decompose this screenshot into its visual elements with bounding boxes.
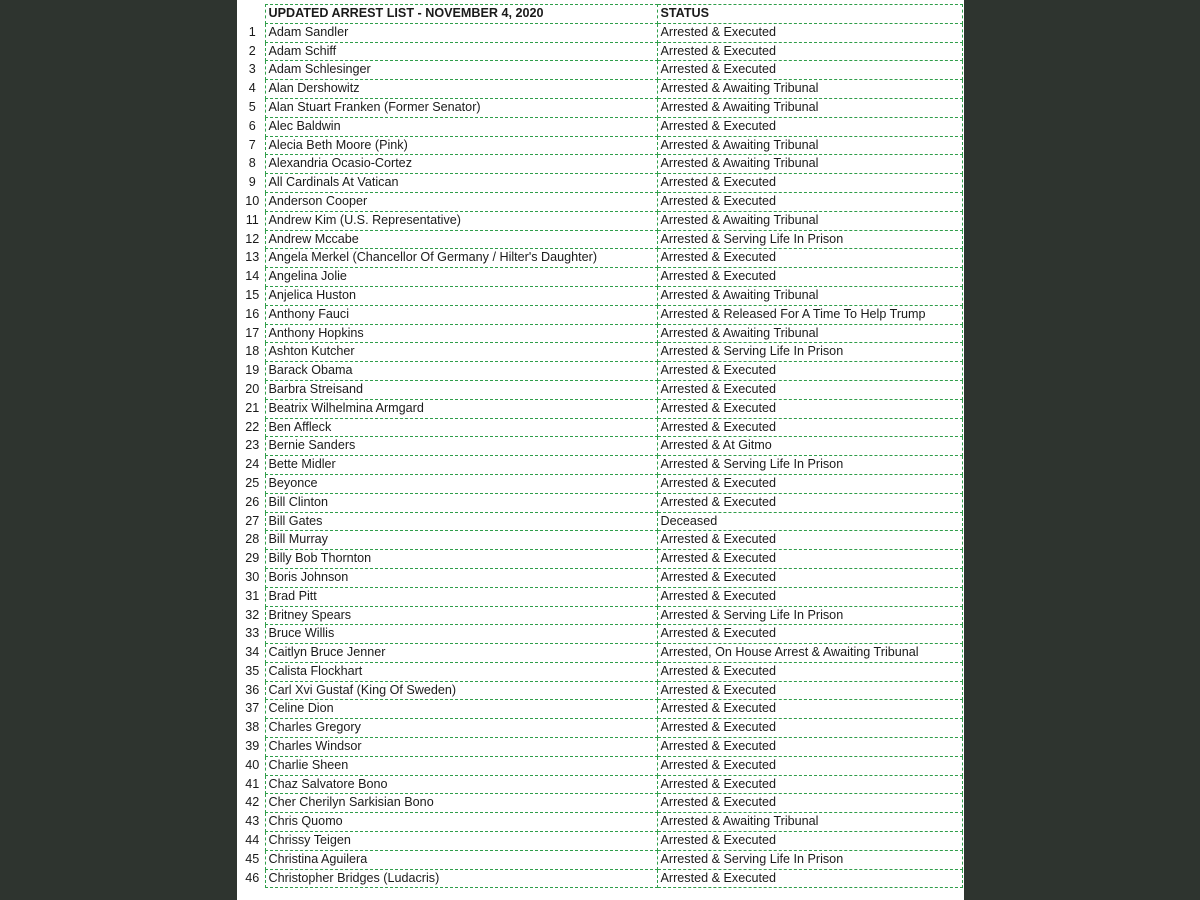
- status-cell: Arrested & At Gitmo: [657, 437, 962, 456]
- row-number: 38: [245, 720, 260, 735]
- table-row: [237, 305, 962, 324]
- row-number: 42: [245, 795, 260, 810]
- status-cell: Arrested & Executed: [657, 738, 962, 757]
- name-cell: Anthony Hopkins: [265, 324, 657, 343]
- row-number: 15: [245, 287, 260, 302]
- status-cell: Arrested, On House Arrest & Awaiting Tribunal: [657, 644, 962, 663]
- status-cell: Arrested & Executed: [657, 719, 962, 738]
- name-cell: Celine Dion: [265, 700, 657, 719]
- status-cell: Deceased: [657, 512, 962, 531]
- table-row: [237, 662, 962, 681]
- row-number: 30: [245, 569, 260, 584]
- header-row: [237, 5, 962, 24]
- row-number: 26: [245, 494, 260, 509]
- name-cell: Bill Murray: [265, 531, 657, 550]
- status-cell: Arrested & Awaiting Tribunal: [657, 813, 962, 832]
- name-cell: Beatrix Wilhelmina Armgard: [265, 399, 657, 418]
- arrest-list-table: [237, 4, 963, 888]
- table-body: [237, 5, 962, 888]
- table-row: [237, 813, 962, 832]
- table-row: [237, 681, 962, 700]
- row-number: 18: [245, 344, 260, 359]
- table-row: [237, 550, 962, 569]
- table-row: [237, 756, 962, 775]
- name-cell: Charlie Sheen: [265, 756, 657, 775]
- table-row: [237, 80, 962, 99]
- status-cell: Arrested & Executed: [657, 681, 962, 700]
- name-cell: Andrew Mccabe: [265, 230, 657, 249]
- table-row: [237, 155, 962, 174]
- table-row: [237, 700, 962, 719]
- status-cell: Arrested & Executed: [657, 192, 962, 211]
- status-cell: Arrested & Awaiting Tribunal: [657, 98, 962, 117]
- status-cell: Arrested & Executed: [657, 362, 962, 381]
- table-row: [237, 192, 962, 211]
- status-cell: Arrested & Executed: [657, 493, 962, 512]
- table-row: [237, 512, 962, 531]
- name-cell: Anjelica Huston: [265, 286, 657, 305]
- row-number: 36: [245, 682, 260, 697]
- status-cell: Arrested & Awaiting Tribunal: [657, 286, 962, 305]
- name-cell: Angela Merkel (Chancellor Of Germany / Hilter's Daughter): [265, 249, 657, 268]
- table-row: [237, 117, 962, 136]
- name-cell: Charles Windsor: [265, 738, 657, 757]
- status-cell: Arrested & Awaiting Tribunal: [657, 136, 962, 155]
- status-cell: Arrested & Executed: [657, 756, 962, 775]
- name-cell: All Cardinals At Vatican: [265, 174, 657, 193]
- name-cell: Boris Johnson: [265, 568, 657, 587]
- row-number: 46: [245, 870, 260, 885]
- status-cell: Arrested & Awaiting Tribunal: [657, 211, 962, 230]
- name-cell: Andrew Kim (U.S. Representative): [265, 211, 657, 230]
- table-row: [237, 531, 962, 550]
- table-row: [237, 174, 962, 193]
- table-row: [237, 437, 962, 456]
- status-cell: Arrested & Serving Life In Prison: [657, 850, 962, 869]
- name-cell: Christina Aguilera: [265, 850, 657, 869]
- table-row: [237, 474, 962, 493]
- name-cell: Christopher Bridges (Ludacris): [265, 869, 657, 888]
- name-cell: Calista Flockhart: [265, 662, 657, 681]
- row-number: 10: [245, 193, 260, 208]
- status-cell: Arrested & Serving Life In Prison: [657, 456, 962, 475]
- row-number: 40: [245, 757, 260, 772]
- row-number: 19: [245, 363, 260, 378]
- status-cell: Arrested & Executed: [657, 794, 962, 813]
- name-cell: Ashton Kutcher: [265, 343, 657, 362]
- row-number: 39: [245, 739, 260, 754]
- table-row: [237, 249, 962, 268]
- status-cell: Arrested & Serving Life In Prison: [657, 343, 962, 362]
- table-row: [237, 738, 962, 757]
- name-cell: Billy Bob Thornton: [265, 550, 657, 569]
- name-cell: Bill Gates: [265, 512, 657, 531]
- status-cell: Arrested & Executed: [657, 550, 962, 569]
- row-number: 31: [245, 588, 260, 603]
- table-row: [237, 343, 962, 362]
- name-cell: Adam Schiff: [265, 42, 657, 61]
- table-row: [237, 23, 962, 42]
- row-number: 9: [248, 175, 256, 190]
- status-cell: Arrested & Executed: [657, 587, 962, 606]
- table-row: [237, 794, 962, 813]
- table-row: [237, 380, 962, 399]
- row-number: 23: [245, 438, 260, 453]
- status-cell: Arrested & Awaiting Tribunal: [657, 155, 962, 174]
- status-cell: Arrested & Executed: [657, 42, 962, 61]
- table-row: [237, 136, 962, 155]
- status-cell: Arrested & Released For A Time To Help Trump: [657, 305, 962, 324]
- table-row: [237, 587, 962, 606]
- table-row: [237, 418, 962, 437]
- row-number: 24: [245, 457, 260, 472]
- name-cell: Beyonce: [265, 474, 657, 493]
- row-number: 43: [245, 814, 260, 829]
- status-cell: Arrested & Executed: [657, 662, 962, 681]
- name-cell: Alan Dershowitz: [265, 80, 657, 99]
- row-number: 25: [245, 475, 260, 490]
- name-cell: Adam Sandler: [265, 23, 657, 42]
- status-cell: Arrested & Executed: [657, 832, 962, 851]
- row-number: 28: [245, 532, 260, 547]
- table-row: [237, 869, 962, 888]
- row-number: 44: [245, 833, 260, 848]
- table-row: [237, 493, 962, 512]
- name-cell: Brad Pitt: [265, 587, 657, 606]
- table-row: [237, 399, 962, 418]
- name-cell: Alec Baldwin: [265, 117, 657, 136]
- row-number: 14: [245, 269, 260, 284]
- table-row: [237, 719, 962, 738]
- table-row: [237, 625, 962, 644]
- status-cell: Arrested & Executed: [657, 531, 962, 550]
- name-cell: Alexandria Ocasio-Cortez: [265, 155, 657, 174]
- row-number: 27: [245, 513, 260, 528]
- row-number: 13: [245, 250, 260, 265]
- status-cell: Arrested & Executed: [657, 625, 962, 644]
- name-cell: Bill Clinton: [265, 493, 657, 512]
- name-cell: Ben Affleck: [265, 418, 657, 437]
- row-number: 21: [245, 400, 260, 415]
- name-cell: Barack Obama: [265, 362, 657, 381]
- status-cell: Arrested & Serving Life In Prison: [657, 230, 962, 249]
- name-cell: Charles Gregory: [265, 719, 657, 738]
- status-cell: Arrested & Awaiting Tribunal: [657, 80, 962, 99]
- name-cell: Anthony Fauci: [265, 305, 657, 324]
- table-row: [237, 211, 962, 230]
- table-row: [237, 98, 962, 117]
- name-cell: Carl Xvi Gustaf (King Of Sweden): [265, 681, 657, 700]
- row-number: 12: [245, 231, 260, 246]
- row-number: 20: [245, 381, 260, 396]
- name-cell: Chrissy Teigen: [265, 832, 657, 851]
- status-cell: Arrested & Executed: [657, 23, 962, 42]
- name-cell: Barbra Streisand: [265, 380, 657, 399]
- status-cell: Arrested & Executed: [657, 568, 962, 587]
- row-number: 35: [245, 663, 260, 678]
- table-row: [237, 606, 962, 625]
- name-cell: Alecia Beth Moore (Pink): [265, 136, 657, 155]
- name-cell: Bette Midler: [265, 456, 657, 475]
- status-cell: Arrested & Executed: [657, 61, 962, 80]
- table-row: [237, 775, 962, 794]
- status-cell: Arrested & Executed: [657, 418, 962, 437]
- table-row: [237, 568, 962, 587]
- row-number: 8: [248, 156, 256, 171]
- row-number: 1: [248, 24, 256, 39]
- status-cell: Arrested & Executed: [657, 399, 962, 418]
- status-header: STATUS: [657, 5, 962, 24]
- status-cell: Arrested & Executed: [657, 249, 962, 268]
- row-number: 7: [248, 137, 256, 152]
- table-row: [237, 324, 962, 343]
- row-number: 16: [245, 306, 260, 321]
- table-row: [237, 456, 962, 475]
- status-cell: Arrested & Executed: [657, 380, 962, 399]
- status-cell: Arrested & Executed: [657, 268, 962, 287]
- name-cell: Adam Schlesinger: [265, 61, 657, 80]
- row-number: 2: [248, 43, 256, 58]
- name-cell: Chaz Salvatore Bono: [265, 775, 657, 794]
- table-row: [237, 362, 962, 381]
- row-number: 29: [245, 551, 260, 566]
- row-number: 22: [245, 419, 260, 434]
- name-cell: Caitlyn Bruce Jenner: [265, 644, 657, 663]
- row-number: 32: [245, 607, 260, 622]
- row-number: 37: [245, 701, 260, 716]
- status-cell: Arrested & Executed: [657, 869, 962, 888]
- row-number: 4: [248, 81, 256, 96]
- status-cell: Arrested & Serving Life In Prison: [657, 606, 962, 625]
- status-cell: Arrested & Executed: [657, 700, 962, 719]
- status-cell: Arrested & Executed: [657, 775, 962, 794]
- name-cell: Britney Spears: [265, 606, 657, 625]
- header-num-cell: [237, 5, 265, 24]
- name-cell: Chris Quomo: [265, 813, 657, 832]
- status-cell: Arrested & Executed: [657, 474, 962, 493]
- name-cell: Bernie Sanders: [265, 437, 657, 456]
- name-cell: Anderson Cooper: [265, 192, 657, 211]
- row-number: 34: [245, 645, 260, 660]
- row-number: 45: [245, 851, 260, 866]
- list-title: UPDATED ARREST LIST - NOVEMBER 4, 2020: [265, 5, 657, 24]
- table-row: [237, 230, 962, 249]
- status-cell: Arrested & Awaiting Tribunal: [657, 324, 962, 343]
- name-cell: Bruce Willis: [265, 625, 657, 644]
- row-number: 11: [245, 212, 259, 227]
- document-page: [237, 0, 964, 900]
- row-number: 41: [245, 776, 260, 791]
- row-number: 33: [245, 626, 260, 641]
- table-row: [237, 286, 962, 305]
- status-cell: Arrested & Executed: [657, 117, 962, 136]
- table-row: [237, 268, 962, 287]
- table-row: [237, 61, 962, 80]
- table-row: [237, 42, 962, 61]
- name-cell: Cher Cherilyn Sarkisian Bono: [265, 794, 657, 813]
- row-number: 3: [248, 62, 256, 77]
- name-cell: Angelina Jolie: [265, 268, 657, 287]
- table-row: [237, 644, 962, 663]
- row-number: 5: [248, 99, 256, 114]
- row-number: 6: [248, 118, 256, 133]
- table-row: [237, 850, 962, 869]
- row-number: 17: [245, 325, 260, 340]
- name-cell: Alan Stuart Franken (Former Senator): [265, 98, 657, 117]
- status-cell: Arrested & Executed: [657, 174, 962, 193]
- table-row: [237, 832, 962, 851]
